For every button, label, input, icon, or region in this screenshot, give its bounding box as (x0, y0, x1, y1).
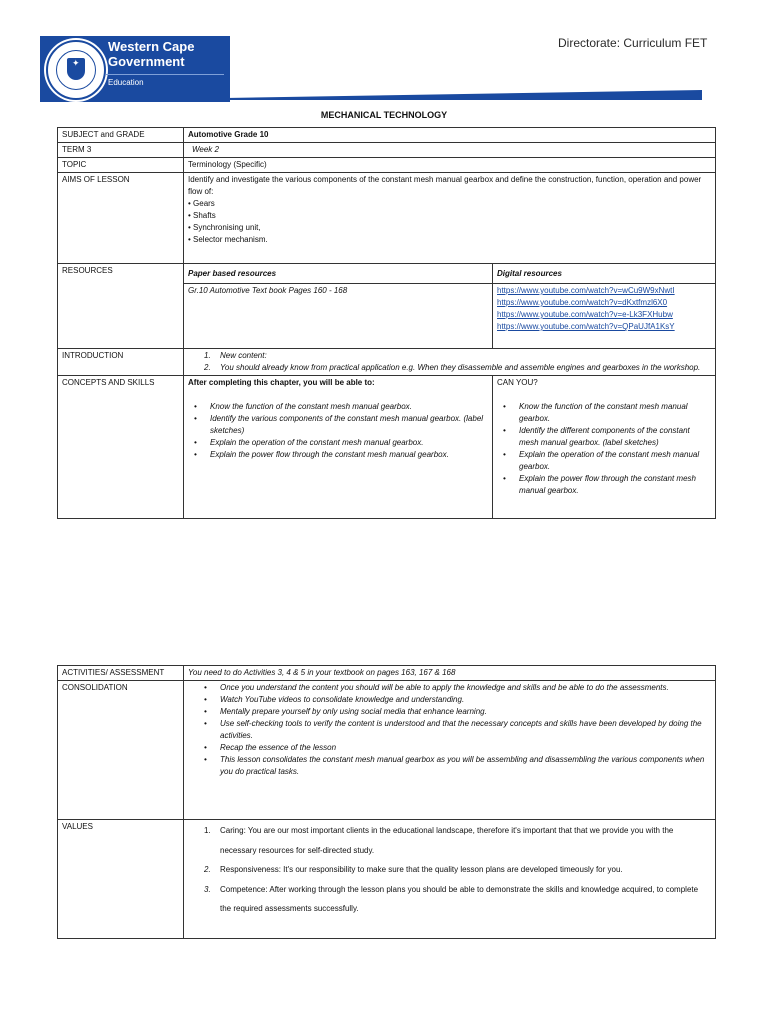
crest-icon: ✦ (46, 40, 106, 100)
list-item: • Selector mechanism. (188, 235, 268, 244)
lesson-plan-table (57, 127, 716, 519)
page-header (0, 0, 768, 110)
table-row (58, 264, 716, 284)
list-item: 1. Caring: You are our most important clients in the educational landscape, therefore it's important that that we provide you with the necessary resources for self-directed study. (204, 826, 674, 855)
list-item: • This lesson consolidates the constant mesh manual gearbox as you will be assembling and disassembling the various components when you do practical tasks. (198, 754, 711, 778)
table-row (58, 820, 716, 939)
list-item: • Watch YouTube videos to consolidate knowledge and understanding. (198, 694, 711, 706)
list-item: • Know the function of the constant mesh manual gearbox. (188, 401, 488, 413)
list-item: • Know the function of the constant mesh manual gearbox. (497, 401, 711, 425)
list-item: • Explain the power flow through the constant mesh manual gearbox. (188, 449, 488, 461)
aims-cell (184, 173, 716, 264)
row-label: ACTIVITIES/ ASSESSMENT (58, 666, 184, 681)
row-label: SUBJECT and GRADE (58, 128, 184, 143)
digital-resources-heading: Digital resources (493, 264, 716, 284)
youtube-link[interactable]: https://www.youtube.com/watch?v=e-Lk3FXHubw (497, 310, 673, 319)
aims-text: Identify and investigate the various components of the constant mesh manual gearbox and define the construction, function, operation and power flow of: (188, 175, 702, 196)
table-row (58, 128, 716, 143)
list-item: 2. Responsiveness: It's our responsibility to make sure that the quality lesson plans are developed timeously for you. (204, 865, 623, 875)
row-label: TOPIC (58, 158, 184, 173)
row-label: AIMS OF LESSON (58, 173, 184, 264)
list-item: • Recap the essence of the lesson (198, 742, 711, 754)
wcg-logo (40, 36, 230, 102)
row-label: TERM 3 (58, 143, 184, 158)
row-label: CONCEPTS AND SKILLS (58, 376, 184, 519)
document-title: MECHANICAL TECHNOLOGY (320, 110, 448, 120)
row-label: RESOURCES (58, 264, 184, 349)
table-row (58, 158, 716, 173)
list-item: • Use self-checking tools to verify the content is understood and that the necessary concepts and skills have been developed by doing the activities. (198, 718, 711, 742)
concepts-cell (184, 376, 493, 519)
list-item: • Shafts (188, 211, 216, 220)
concepts-heading: After completing this chapter, you will be able to: (188, 378, 375, 387)
list-item: 2. You should already know from practical application e.g. When they disassemble and assemble engines and gearboxes in the workshop. (204, 363, 701, 372)
lesson-plan-table-2 (57, 665, 716, 939)
values-cell (184, 820, 716, 939)
logo-subtitle: Education (108, 78, 144, 87)
row-label: INTRODUCTION (58, 349, 184, 376)
list-item: • Explain the operation of the constant mesh manual gearbox. (497, 449, 711, 473)
table-row (58, 666, 716, 681)
row-label: CONSOLIDATION (58, 681, 184, 820)
subject-value: Automotive Grade 10 (184, 128, 716, 143)
table-row (58, 173, 716, 264)
can-you-heading: CAN YOU? (497, 378, 538, 387)
list-item: 1. New content: (204, 351, 267, 360)
list-item: • Identify the various components of the constant mesh manual gearbox. (label sketches) (188, 413, 488, 437)
table-row (58, 143, 716, 158)
list-item: • Gears (188, 199, 215, 208)
list-item: • Once you understand the content you should will be able to apply the knowledge and skills and be able to do the assessments. (198, 682, 711, 694)
introduction-cell (184, 349, 716, 376)
youtube-link[interactable]: https://www.youtube.com/watch?v=dKxtfmzl6X0 (497, 298, 668, 307)
logo-title: Western Cape Government (108, 39, 195, 69)
consolidation-cell (184, 681, 716, 820)
table-row (58, 681, 716, 820)
list-item: • Mentally prepare yourself by only using social media that enhance learning. (198, 706, 711, 718)
paper-resources-heading: Paper based resources (184, 264, 493, 284)
digital-resources-links (493, 284, 716, 349)
topic-value: Terminology (Specific) (184, 158, 716, 173)
list-item: • Identify the different components of the constant mesh manual gearbox. (label sketches) (497, 425, 711, 449)
list-item: • Explain the power flow through the constant mesh manual gearbox. (497, 473, 711, 497)
list-item: 3. Competence: After working through the lesson plans you should be able to demonstrate the skills and knowledge acquired, to complete the required assessments successfully. (204, 884, 699, 914)
table-row (58, 376, 716, 519)
row-label: VALUES (58, 820, 184, 939)
activities-value: You need to do Activities 3, 4 & 5 in your textbook on pages 163, 167 & 168 (184, 666, 716, 681)
can-you-cell (493, 376, 716, 519)
directorate-label: Directorate: Curriculum FET (558, 36, 708, 50)
paper-resources-value: Gr.10 Automotive Text book Pages 160 - 168 (184, 284, 493, 349)
term-value: Week 2 (184, 143, 716, 158)
list-item: • Explain the operation of the constant mesh manual gearbox. (188, 437, 488, 449)
youtube-link[interactable]: https://www.youtube.com/watch?v=wCu9W9xNwtI (497, 286, 675, 295)
list-item: • Synchronising unit, (188, 223, 261, 232)
youtube-link[interactable]: https://www.youtube.com/watch?v=QPaUJfA1KsY (497, 322, 675, 331)
table-row (58, 349, 716, 376)
